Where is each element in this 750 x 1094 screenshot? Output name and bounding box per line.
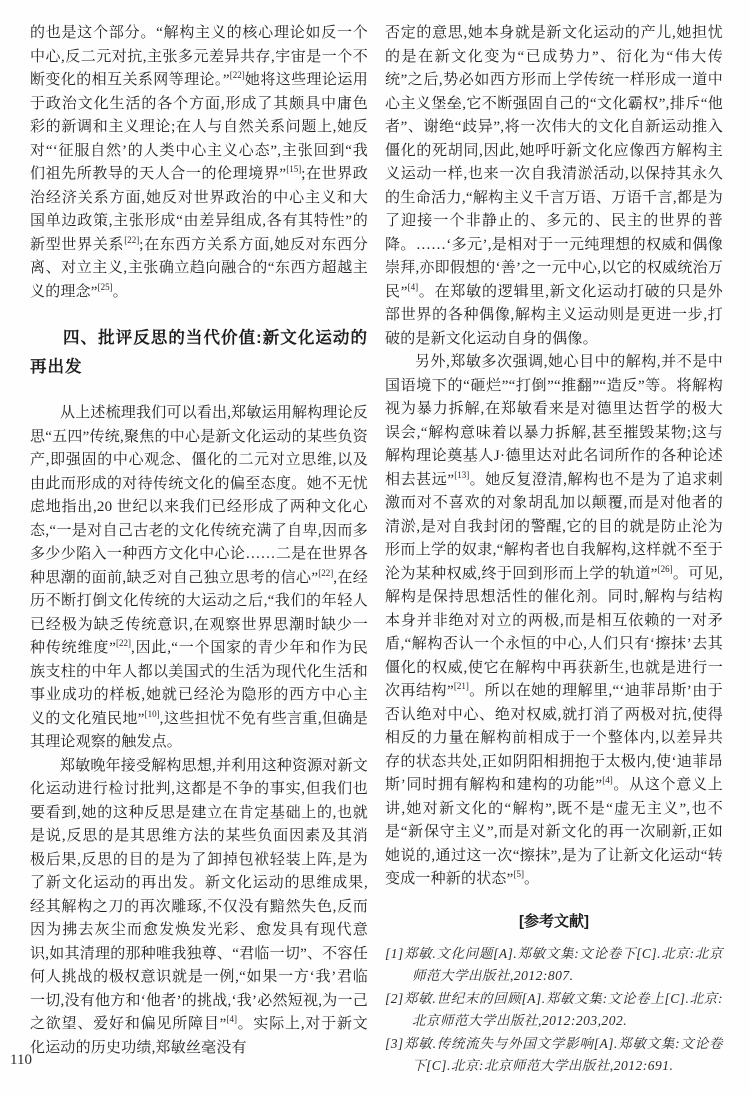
reference-item: [2]郑敏.世纪末的回顾[A].郑敏文集:文论卷上[C].北京:北京师范大学出版社,2012:203,202. <box>385 990 723 1028</box>
page-number: 110 <box>10 1052 32 1068</box>
section-heading: 四、批评反思的当代价值:新文化运动的再出发 <box>30 329 368 376</box>
paragraph: 从上述梳理我们可以看出,郑敏运用解构理论反思“五四”传统,聚焦的中心是新文化运动的某些负资产,即强固的中心观念、僵化的二元对立思维,以及由此而形成的对待传统文化的偏至态度。她不无忧虑地指出,20 世纪以来我们已经形成了两种文化心态,“一是对自己古老的文化传统充满了自卑,因而多多少少陷入一种西方文化中心论……二是在世界各种思潮的面前,缺乏对自己独立思考的信心”[22],在经历不断打倒文化传统的大运动之后,“我们的年轻人已经极为缺乏传统意识,在观察世界思潮时缺少一种传统维度”[22],因此,“一个国家的青少年和作为民族支柱的中年人都以美国式的生活为现代化生活和事业成功的样板,她就已经沦为隐形的西方中心主义的文化殖民地”[10],这些担忧不免有些言重,但确是其理论观察的触发点。 <box>30 405 369 750</box>
references-heading: [参考文献] <box>519 912 589 930</box>
reference-item: [3]郑敏.传统流失与外国文学影响[A].郑敏文集:文论卷下[C].北京:北京师范大学出版社,2012:691. <box>385 1035 723 1073</box>
paragraph: 另外,郑敏多次强调,她心目中的解构,并不是中国语境下的“砸烂”“打倒”“推翻”“造反”等。将解构视为暴力拆解,在郑敏看来是对德里达哲学的极大误会,“解构意味着以暴力拆解,甚至摧毁某物;这与解构理论奠基人J·德里达对此名词所作的各种论述相去甚远”[13]。她反复澄清,解构也不是为了追求刺激而对不喜欢的对象胡乱加以颠覆,而是对他者的清淤,是对自我封闭的警醒,它的目的就是防止沦为形而上学的奴隶,“解构者也自我解构,这样就不至于沦为某种权威,终于回到形而上学的轨道”[26]。可见,解构是保持思想活性的催化剂。同时,解构与结构本身并非绝对对立的两极,而是相互依赖的一对矛盾,“解构否认一个永恒的中心,人们只有‘擦抹’去其僵化的权威,使它在解构中再获新生,也就是进行一次再结构”[21]。所以在她的理解里,“‘迪菲昂斯’由于否认绝对中心、绝对权威,就打消了两极对抗,使得相反的力量在解构前相成于一个整体内,以差异共存的状态共处,正如阴阳相拥抱于太极内,使‘迪菲昂斯’同时拥有解构和建构的功能”[4]。从这个意义上讲,她对新文化的“解构”,既不是“虚无主义”,也不是“新保守主义”,而是对新文化的再一次刷新,正如她说的,通过这一次“擦抹”,是为了让新文化运动“转变成一种新的状态”[5]。 <box>385 354 723 887</box>
paragraph: 郑敏晚年接受解构思想,并利用这种资源对新文化运动进行检讨批判,这都是不争的事实,但我们也要看到,她的这种反思是建立在肯定基础上的,也就是说,反思的是其思维方法的某些负面因素及其消极后果,反思的目的是为了卸掉包袱轻装上阵,是为了新文化运动的再出发。新文化运动的思维成果,经其解构之刀的再次雕琢,不仅没有黯然失色,反而因为拂去灰尘而愈发焕发光彩、愈发具有现代意识,如其清理的那种唯我独尊、“君临一切”、不容任何人挑战的极权意识就是一例,“如果一方‘我’君临一切,没有他方和‘他者’的挑战,‘我’必然短视,为一己之欲望、爱好和偏见所障目”[4]。实际上,对于新文化运动的历史功绩,郑敏丝毫没有 <box>30 757 368 1056</box>
references-section <box>385 910 723 1078</box>
paragraph-continuation: 的也是这个部分。“解构主义的核心理论如反一个中心,反二元对抗,主张多元差异共存,宇宙是一个不断变化的相互关系网等理论。”[22]她将这些理论运用于政治文化生活的各个方面,形成了其颇具中庸色彩的新调和主义理论;在人与自然关系问题上,她反对“‘征服自然’的人类中心主义心态”,主张回到“我们祖先所教导的天人合一的伦理境界”[15];在世界政治经济关系方面,她反对世界政治的中心主义和大国单边政策,主张形成“由差异组成,各有其特性”的新型世界关系[22];在东西方关系方面,她反对东西分离、对立主义,主张确立趋向融合的“东西方超越主义的理念”[25]。 <box>30 25 369 300</box>
left-column <box>30 22 368 1060</box>
right-column <box>385 22 723 1078</box>
reference-item: [1]郑敏.文化问题[A].郑敏文集:文论卷下[C].北京:北京师范大学出版社,2012:807. <box>385 945 723 983</box>
paragraph-continuation: 否定的意思,她本身就是新文化运动的产儿,她担忧的是在新文化变为“已成势力”、衍化为“伟大传统”之后,势必如西方形而上学传统一样形成一道中心主义堡垒,它不断强固自己的“文化霸权”,排斥“他者”、谢绝“歧异”,将一次伟大的文化自新运动推入僵化的死胡同,因此,她呼吁新文化应像西方解构主义运动一样,也来一次自我清淤活动,以保持其永久的生命活力,“解构主义千言万语、万语千言,都是为了迎接一个非静止的、多元的、民主的世界的普降。……‘多元’,是相对于一元纯理想的权威和偶像崇拜,亦即假想的‘善’之一元中心,以它的权威统治万民”[4]。在郑敏的逻辑里,新文化运动打破的只是外部世界的各种偶像,解构主义运动则是更进一步,打破的是新文化运动自身的偶像。 <box>385 25 723 347</box>
